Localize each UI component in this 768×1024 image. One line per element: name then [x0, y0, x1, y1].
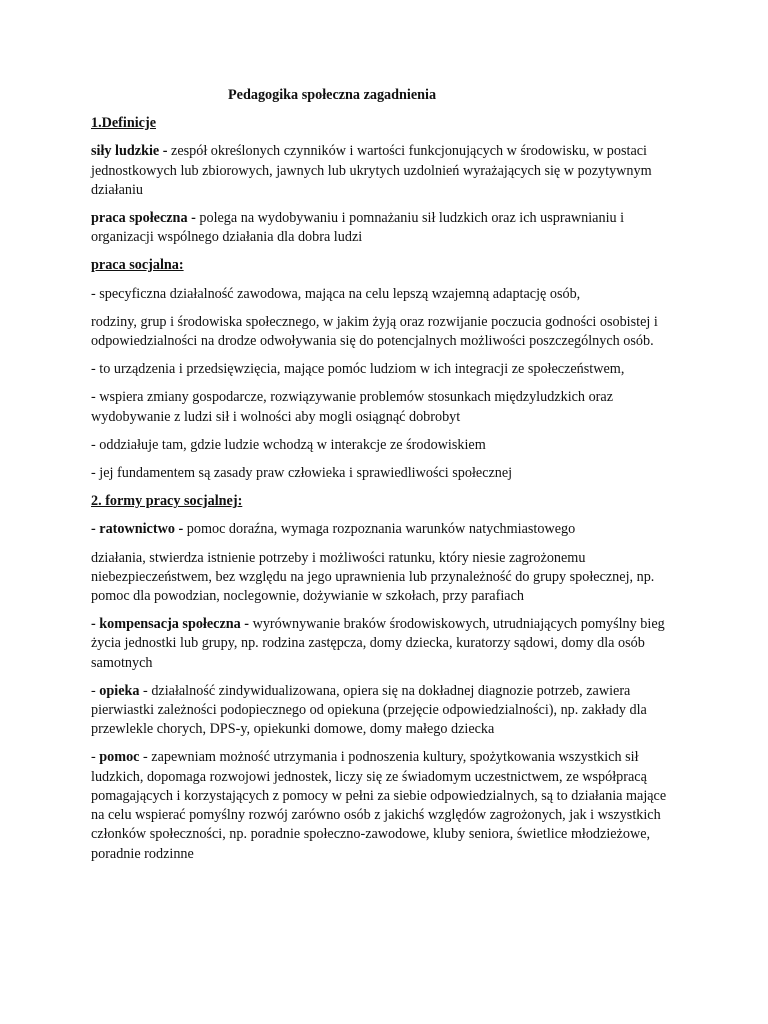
definition-text: - działalność zindywidualizowana, opiera się na dokładnej diagnozie potrzeb, zawiera pierwiastki zależności podopiecznego od opiekuna (przejęcie odpowiedzialności), np. zakłady dla przewlekle chorych, DPS-y, opiekunki domowe, domy małego dziecka — [91, 682, 647, 738]
term-opieka: opieka — [99, 682, 140, 699]
definition-praca-spoleczna — [91, 209, 681, 247]
definition-text: polega na wydobywaniu i pomnażaniu sił ludzkich oraz ich usprawnianiu i organizacji wspólnego działania dla dobra ludzi — [91, 210, 625, 246]
definition-text: - zapewniam możność utrzymania i podnoszenia kultury, spożytkowania wszystkich sił ludzkich, dopomaga rozwojowi jednostek, liczy się ze świadomym uczestnictwem, ze współpracą pomagających i korzystających z pomocy w pełni za siebie odpowiedzialnych, są to działania mające na celu wspierać pomyślny rozwój zarówno osób z jakichś względów zagrożonych, jak i wszystkich członków społeczności, np. poradnie społeczno-zawodowe, kluby seniora, świetlice młodzieżowe, poradnie rodzinne — [91, 749, 667, 862]
section-heading-forms: 2. formy pracy socjalnej: — [91, 493, 243, 510]
form-opieka — [91, 682, 681, 740]
heading-praca-socjalna: praca socjalna: — [91, 257, 184, 274]
term-sily-ludzkie: siły ludzkie - — [91, 143, 168, 160]
form-pomoc — [91, 748, 681, 863]
paragraph: - wspiera zmiany gospodarcze, rozwiązywanie problemów stosunkach międzyludzkich oraz wydobywanie z ludzi sił i wolności aby mogli osiągnąć dobrobyt — [91, 389, 613, 425]
prefix: - — [91, 749, 100, 766]
form-ratownictwo — [91, 520, 681, 539]
paragraph: - oddziałuje tam, gdzie ludzie wchodzą w interakcje ze środowiskiem — [91, 436, 486, 453]
term-ratownictwo: - ratownictwo - — [91, 521, 184, 538]
paragraph: - to urządzenia i przedsięwzięcia, mające pomóc ludziom w ich integracji ze społeczeństwem, — [91, 361, 625, 378]
document-page — [91, 86, 681, 873]
document-title: Pedagogika społeczna zagadnienia — [228, 87, 437, 103]
definition-text: zespół określonych czynników i wartości funkcjonujących w środowisku, w postaci jednostkowych lub zbiorowych, jawnych lub ukrytych uzdolnień wyrażających się w pozytywnym działaniu — [91, 143, 652, 198]
term-praca-spoleczna: praca społeczna - — [91, 210, 196, 227]
form-kompensacja — [91, 615, 681, 673]
prefix: - — [91, 682, 100, 699]
section-heading-definitions: 1.Definicje — [91, 115, 157, 132]
definition-text: wyrównywanie braków środowiskowych, utrudniających pomyślny bieg życia jednostki lub grupy, np. rodzina zastępcza, domy dziecka, kuratorzy sądowi, domy dla osób samotnych — [91, 616, 665, 671]
definition-sily-ludzkie — [91, 142, 681, 200]
paragraph: - specyficzna działalność zawodowa, mająca na celu lepszą wzajemną adaptację osób, — [91, 285, 581, 302]
paragraph: - jej fundamentem są zasady praw człowieka i sprawiedliwości społecznej — [91, 465, 513, 482]
definition-text: pomoc doraźna, wymaga rozpoznania warunków natychmiastowego — [183, 521, 576, 538]
term-kompensacja: - kompensacja społeczna - — [91, 616, 250, 633]
paragraph: rodziny, grup i środowiska społecznego, w jakim żyją oraz rozwijanie poczucia godności osobistej i odpowiedzialności na drodze odwoływania się do potencjalnych możliwości poszczególnych osób. — [91, 313, 658, 350]
paragraph: działania, stwierdza istnienie potrzeby i możliwości ratunku, który niesie zagrożonemu niebezpieczeństwem, bez względu na jego uprawnienia lub przynależność do grupy społecznej, np. pomoc dla powodzian, noclegownie, dożywianie w szkołach, przy parafiach — [91, 549, 655, 605]
term-pomoc: pomoc — [99, 749, 140, 766]
